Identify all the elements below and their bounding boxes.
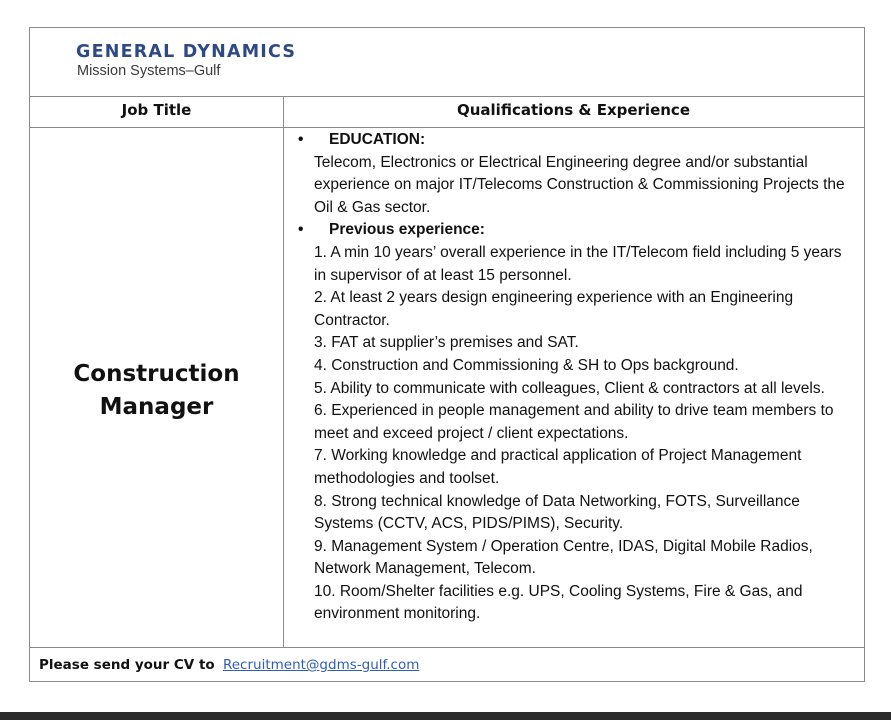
job-title-line-2: Manager [99, 394, 214, 420]
bullet-icon: • [298, 221, 304, 239]
experience-item-4: 4. Construction and Commissioning & SH to Ops background. [314, 356, 739, 374]
job-title-header: Job Title [121, 101, 192, 119]
logo-header [30, 28, 864, 97]
footer-label: Please send your CV to [39, 657, 215, 673]
education-heading [298, 129, 854, 152]
bullet-icon: • [298, 131, 304, 148]
experience-item-10: 10. Room/Shelter facilities e.g. UPS, Cooling Systems, Fire & Gas, and environment monitoring. [314, 582, 803, 623]
table-header-row [30, 96, 864, 128]
experience-item-9: 9. Management System / Operation Centre, IDAS, Digital Mobile Radios, Network Management, Telecom. [314, 537, 813, 578]
experience-item-2: 2. At least 2 years design engineering experience with an Engineering Contractor. [314, 289, 794, 329]
education-heading-text: EDUCATION: [329, 131, 426, 148]
company-division: Mission Systems–Gulf [77, 63, 221, 79]
job-title-cell [30, 358, 283, 424]
education-text: Telecom, Electronics or Electrical Engineering degree and/or substantial experience on major IT/Telecoms Construction & Commissioning Projects the Oil & Gas sector. [314, 153, 845, 216]
experience-item-8: 8. Strong technical knowledge of Data Networking, FOTS, Surveillance Systems (CCTV, ACS, PIDS/PIMS), Security. [314, 492, 800, 533]
experience-heading-text: Previous experience: [329, 221, 485, 239]
footer-text [39, 657, 419, 673]
experience-item-6: 6. Experienced in people management and ability to drive team members to meet and exceed project / client expectations. [314, 402, 834, 442]
qualifications-cell [298, 129, 854, 626]
company-logo-text: GENERAL DYNAMICS [76, 42, 297, 62]
recruitment-email-link[interactable]: Recruitment@gdms-gulf.com [222, 657, 420, 673]
experience-item-3: 3. FAT at supplier’s premises and SAT. [314, 334, 579, 352]
experience-heading [298, 219, 854, 242]
experience-item-1: 1. A min 10 years’ overall experience in the IT/Telecom field including 5 years in supervisor of at least 15 personnel. [314, 243, 842, 284]
qualifications-header: Qualifications & Experience [456, 101, 690, 119]
job-title-line-1: Construction [73, 361, 240, 387]
bottom-bar [0, 712, 891, 720]
footer-row [30, 647, 864, 683]
experience-item-5: 5. Ability to communicate with colleagues, Client & contractors at all levels. [314, 379, 825, 397]
experience-item-7: 7. Working knowledge and practical application of Project Management methodologies and toolset. [314, 447, 802, 487]
job-posting-sheet [29, 27, 865, 682]
column-divider [283, 96, 284, 647]
